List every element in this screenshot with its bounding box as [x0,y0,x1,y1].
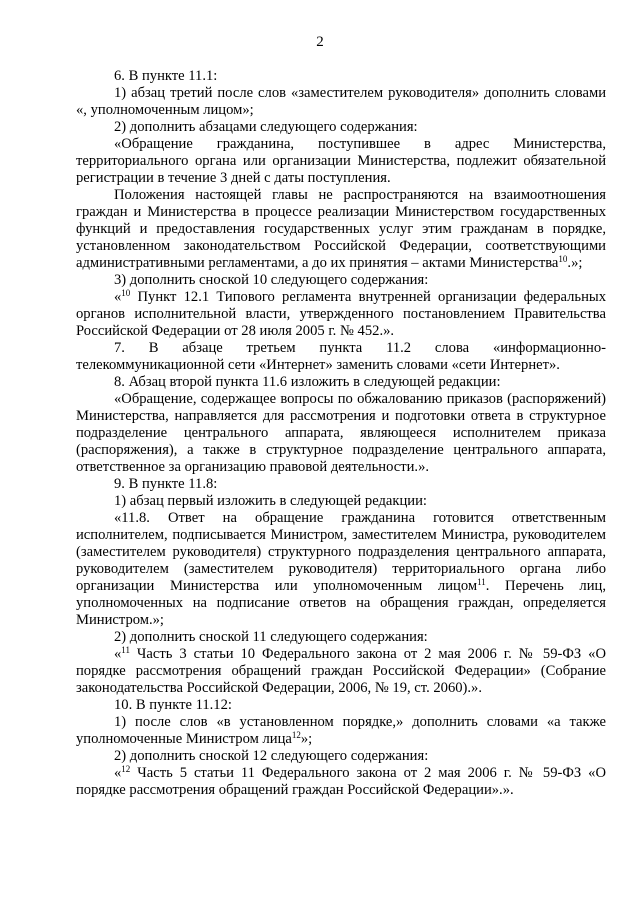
footnote-text-12 [76,765,606,799]
paragraph-item-9 [76,476,606,493]
paragraph [76,714,606,748]
quote-mark: « [114,289,122,305]
paragraph-text: 1) абзац третий после слов «заместителем руководителя» дополнить словами «, уполномоченным лицом»; [76,85,606,118]
footnote-ref-12: 12 [291,730,301,740]
footnote-ref-10: 10 [558,254,568,264]
paragraph-text: 1) после слов «в установленном порядке,» дополнить словами «а также уполномоченные Министром лица [76,714,606,747]
paragraph-text: 2) дополнить сноской 11 следующего содержания: [114,629,428,645]
footnote-mark-12: 12 [121,764,131,774]
paragraph-item-8 [76,374,606,391]
quote-mark: « [114,646,122,662]
paragraph-tail: »; [300,731,313,747]
paragraph [76,493,606,510]
paragraph-text: 1) абзац первый изложить в следующей редакции: [114,493,427,509]
paragraph-text: 7. В абзаце третьем пункта 11.2 слова «информационно-телекоммуникационной сети «Интернет» заменить словами «сети Интернет». [76,340,606,373]
quoted-paragraph [76,510,606,629]
paragraph-text: 10. В пункте 11.12: [114,697,232,713]
paragraph [76,748,606,765]
paragraph-tail: . Перечень лиц, уполномоченных на подписание ответов на обращения граждан, определяется Министром.»; [76,578,606,628]
paragraph-text: 2) дополнить сноской 12 следующего содержания: [114,748,429,764]
paragraph-text: «Обращение, содержащее вопросы по обжалованию приказов (распоряжений) Министерства, направляется для рассмотрения и подготовки ответа в структурное подразделение центрального аппарата, являющееся исполнителем приказа (распоряжения), а также в структурное подразделение центрального аппарата, ответственное за организацию правовой деятельности.». [76,391,606,475]
paragraph [76,119,606,136]
paragraph-text: Пункт 12.1 Типового регламента внутренней организации федеральных органов исполнительной власти, утвержденного постановлением Правительства Российской Федерации от 28 июля 2005 г. № 452.». [76,289,606,339]
footnote-ref-11: 11 [477,577,486,587]
paragraph-text: Часть 3 статьи 10 Федерального закона от 2 мая 2006 г. № 59-ФЗ «О порядке рассмотрения обращений граждан Российской Федерации» (Собрание законодательства Российской Федерации, 2006, № 19, ст. 2060).». [76,646,606,696]
document-body [76,68,606,799]
paragraph-text: «Обращение гражданина, поступившее в адрес Министерства, территориального органа или организации Министерства, подлежит обязательной регистрации в течение 3 дней с даты поступления. [76,136,606,186]
quote-mark: « [114,765,122,781]
page-number: 2 [316,34,324,50]
paragraph [76,187,606,272]
footnote-text-10 [76,289,606,340]
footnote-mark-10: 10 [121,288,131,298]
paragraph-text: 3) дополнить сноской 10 следующего содержания: [114,272,429,288]
paragraph-item-7 [76,340,606,374]
quoted-paragraph [76,391,606,476]
paragraph-text: 9. В пункте 11.8: [114,476,218,492]
paragraph [76,85,606,119]
paragraph-item-6 [76,68,606,85]
footnote-text-11 [76,646,606,697]
paragraph-text: 2) дополнить абзацами следующего содержания: [114,119,418,135]
paragraph-text: Часть 5 статьи 11 Федерального закона от 2 мая 2006 г. № 59-ФЗ «О порядке рассмотрения обращений граждан Российской Федерации».». [76,765,606,798]
paragraph-text: 6. В пункте 11.1: [114,68,218,84]
quoted-paragraph [76,136,606,187]
paragraph [76,629,606,646]
footnote-mark-11: 11 [121,645,130,655]
paragraph-tail: .»; [567,255,583,271]
paragraph-text: «11.8. Ответ на обращение гражданина готовится ответственным исполнителем, подписывается Министром, заместителем Министра, руководителем (заместителем руководителя) структурного подразделения центрального аппарата, руководителем (заместителем руководителя) территориального органа либо организации Министерства или уполномоченным лицом [76,510,606,594]
paragraph-item-10 [76,697,606,714]
paragraph-text: 8. Абзац второй пункта 11.6 изложить в следующей редакции: [114,374,501,390]
paragraph-text: Положения настоящей главы не распространяются на взаимоотношения граждан и Министерства в процессе реализации Министерством государственных функций и предоставления государственных услуг этим гражданам в порядке, установленном законодательством Российской Федерации, соответствующими административными регламентами, а до их принятия – актами Министерства [76,187,606,271]
paragraph [76,272,606,289]
